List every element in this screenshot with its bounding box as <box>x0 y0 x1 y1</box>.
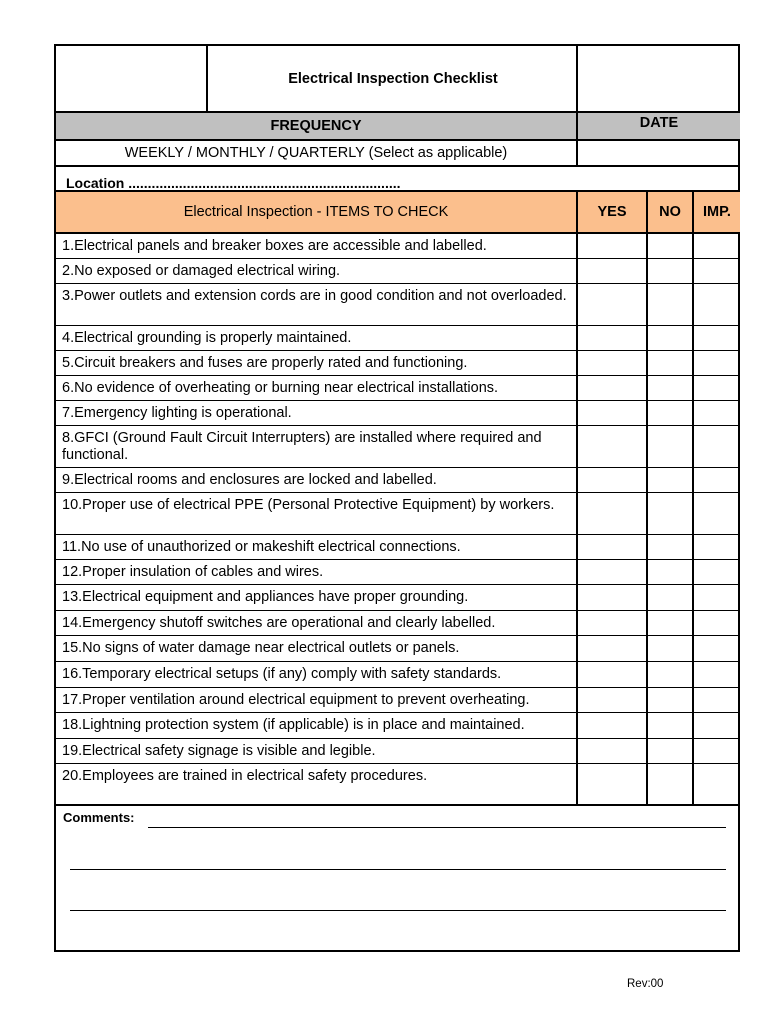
checklist-item: 6.No evidence of overheating or burning near electrical installations. <box>62 380 499 396</box>
revision-label: Rev:00 <box>627 978 664 990</box>
checklist-item: 5.Circuit breakers and fuses are properly rated and functioning. <box>62 355 468 371</box>
checklist-item: 18.Lightning protection system (if applicable) is in place and maintained. <box>62 717 525 733</box>
checklist-item: 12.Proper insulation of cables and wires. <box>62 564 324 580</box>
checklist-item: 19.Electrical safety signage is visible and legible. <box>62 743 376 759</box>
location-label: Location ...................................................................... <box>66 175 401 191</box>
comments-line[interactable] <box>148 827 726 828</box>
items-header: Electrical Inspection - ITEMS TO CHECK <box>183 204 449 220</box>
checklist-item: 2.No exposed or damaged electrical wiring. <box>62 263 341 279</box>
checklist-item: 20.Employees are trained in electrical safety procedures. <box>62 768 428 784</box>
frequency-label: FREQUENCY <box>270 118 362 134</box>
checklist-item: 17.Proper ventilation around electrical equipment to prevent overheating. <box>62 692 530 708</box>
checklist-item: 3.Power outlets and extension cords are in good condition and not overloaded. <box>62 288 567 304</box>
checklist-item: 7.Emergency lighting is operational. <box>62 405 292 421</box>
checklist-item: 4.Electrical grounding is properly maintained. <box>62 330 352 346</box>
checklist-item: 14.Emergency shutoff switches are operational and clearly labelled. <box>62 615 496 631</box>
document-title: Electrical Inspection Checklist <box>288 71 498 87</box>
header-right-box <box>578 46 740 112</box>
checklist-item: 8.GFCI (Ground Fault Circuit Interrupters) are installed where required and functional. <box>62 430 542 463</box>
checklist-sheet <box>54 44 740 952</box>
comments-line[interactable] <box>70 910 726 911</box>
checklist-item: 1.Electrical panels and breaker boxes are accessible and labelled. <box>62 238 487 254</box>
date-field[interactable] <box>578 141 740 165</box>
comments-line[interactable] <box>70 869 726 870</box>
column-imp: IMP. <box>703 204 731 220</box>
logo-box <box>56 46 206 112</box>
frequency-options: WEEKLY / MONTHLY / QUARTERLY (Select as applicable) <box>124 145 508 161</box>
checklist-item: 9.Electrical rooms and enclosures are locked and labelled. <box>62 472 437 488</box>
column-yes: YES <box>597 204 627 220</box>
comments-label: Comments: <box>63 810 135 825</box>
date-label: DATE <box>639 115 679 131</box>
checklist-item: 15.No signs of water damage near electrical outlets or panels. <box>62 640 460 656</box>
checklist-item: 16.Temporary electrical setups (if any) comply with safety standards. <box>62 666 502 682</box>
checklist-item: 13.Electrical equipment and appliances have proper grounding. <box>62 589 469 605</box>
column-no: NO <box>659 204 681 220</box>
checklist-item: 10.Proper use of electrical PPE (Personal Protective Equipment) by workers. <box>62 497 555 513</box>
checklist-item: 11.No use of unauthorized or makeshift electrical connections. <box>62 539 461 555</box>
